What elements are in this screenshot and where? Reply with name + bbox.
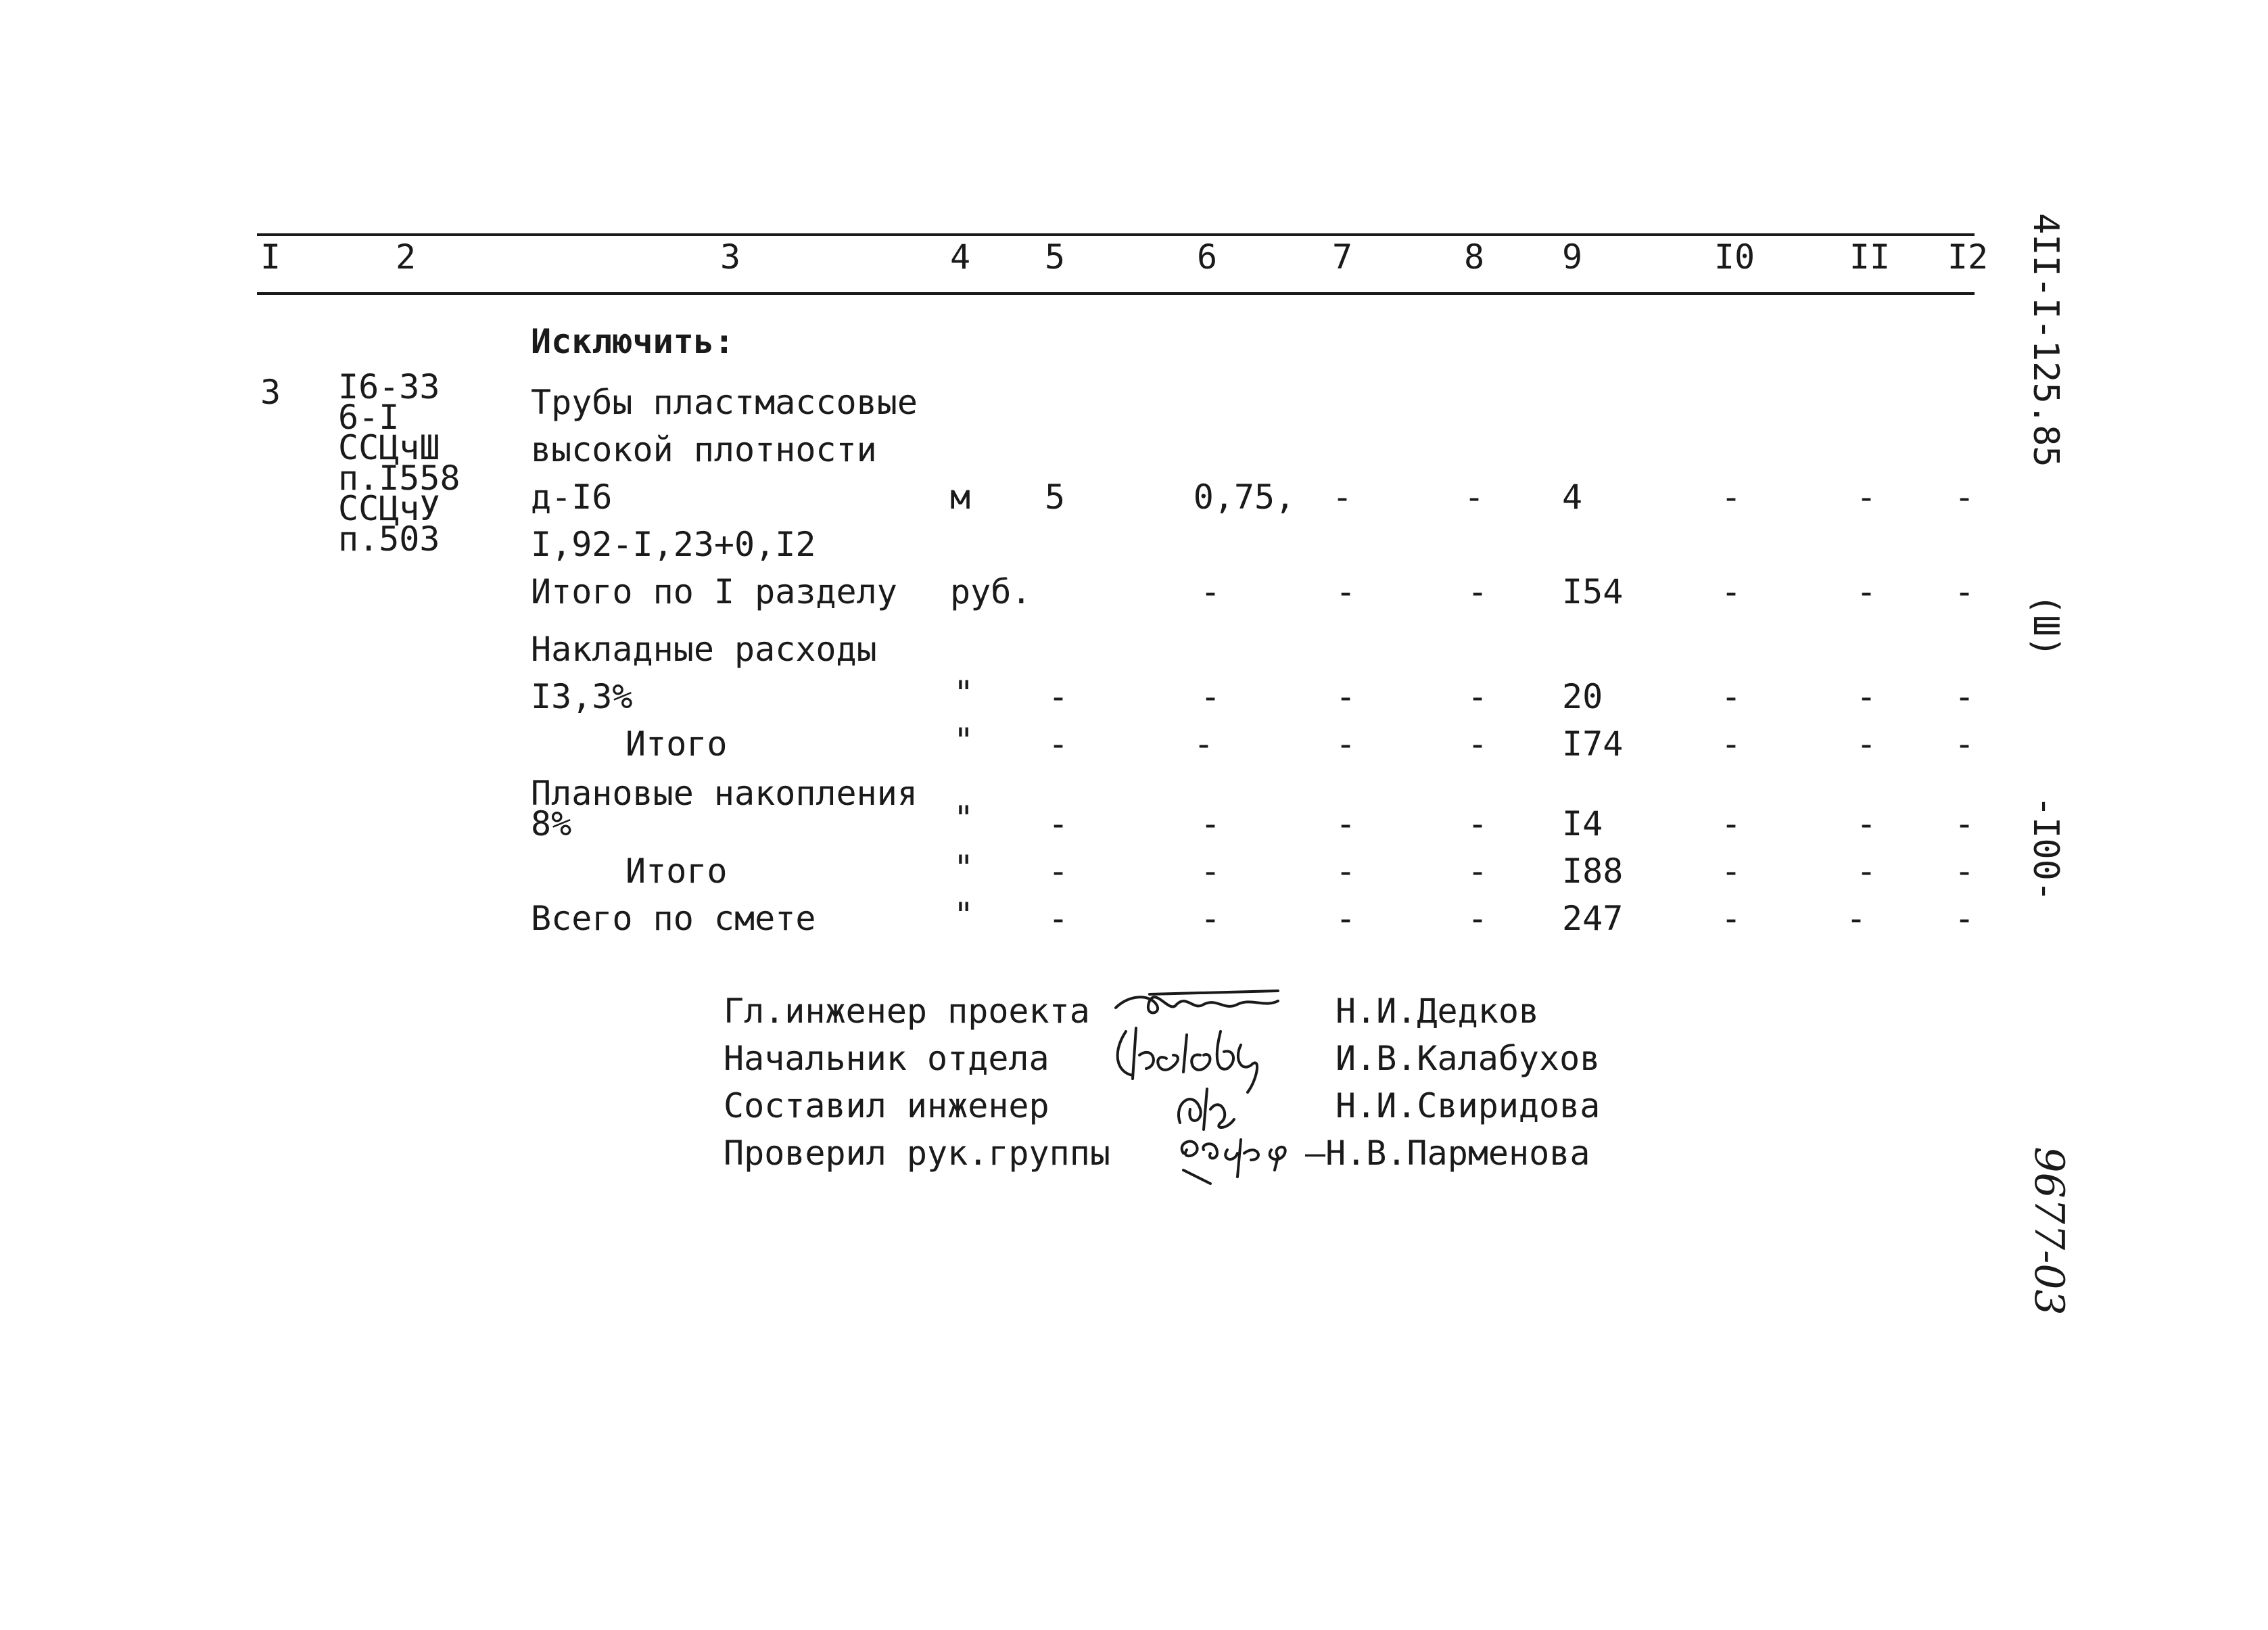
row-col9: 247	[1562, 899, 1624, 938]
row-col10: -	[1720, 804, 1742, 843]
ref-line: 6-I	[338, 398, 400, 437]
row-col11: -	[1856, 572, 1877, 611]
row-col6: -	[1200, 852, 1221, 891]
col-header-1: I	[260, 237, 281, 277]
col-header-6: 6	[1196, 237, 1218, 277]
col-header-7: 7	[1331, 237, 1353, 277]
row-label: Итого	[625, 852, 728, 891]
row-col8: -	[1467, 572, 1488, 611]
row-label-pre: Накладные расходы	[531, 630, 877, 669]
row-col12: -	[1954, 677, 1975, 716]
row-unit: "	[953, 848, 974, 887]
row-col12: -	[1954, 852, 1975, 891]
item-number: 3	[260, 373, 281, 412]
row-col11: -	[1845, 899, 1867, 938]
row-col11: -	[1856, 852, 1877, 891]
row-unit: "	[953, 674, 974, 713]
row-label: Итого по I разделу	[531, 572, 897, 611]
row-unit: "	[953, 721, 974, 760]
row-col10: -	[1720, 572, 1742, 611]
row-label: 8%	[531, 804, 572, 843]
item-col7: -	[1331, 478, 1353, 517]
row-col5: -	[1047, 724, 1069, 764]
row-label: I3,3%	[531, 677, 633, 716]
row-label: Итого	[625, 724, 728, 764]
row-col11: -	[1856, 804, 1877, 843]
item-col11: -	[1856, 478, 1877, 517]
row-unit: "	[953, 895, 974, 935]
row-col7: -	[1335, 724, 1356, 764]
row-col9: I88	[1562, 852, 1624, 891]
row-col12: -	[1954, 572, 1975, 611]
signature-name: Н.И.Свиридова	[1336, 1086, 1601, 1125]
row-col7: -	[1335, 804, 1356, 843]
row-unit: "	[953, 799, 974, 838]
sheet-mark: (Ш)	[2025, 594, 2066, 657]
signature-name: И.В.Калабухов	[1336, 1039, 1601, 1078]
item-col8: -	[1463, 478, 1485, 517]
item-unit: м	[949, 478, 971, 517]
row-col5: -	[1047, 852, 1069, 891]
signature-name: –Н.В.Парменова	[1305, 1134, 1590, 1173]
row-col12: -	[1954, 899, 1975, 938]
item-desc-1: Трубы пластмассовые	[531, 383, 918, 422]
col-header-9: 9	[1561, 237, 1583, 277]
row-col6: -	[1200, 677, 1221, 716]
row-col5: -	[1047, 677, 1069, 716]
signature-role: Гл.инженер проекта	[724, 992, 1090, 1031]
item-col12: -	[1954, 478, 1975, 517]
item-col10: -	[1720, 478, 1742, 517]
signature-name: Н.И.Дедков	[1336, 992, 1540, 1031]
ref-line: ССЦчШ	[338, 428, 440, 467]
row-col9: I74	[1562, 724, 1624, 764]
item-quantity: 5	[1044, 478, 1066, 517]
row-col8: -	[1467, 724, 1488, 764]
item-desc-4: I,92-I,23+0,I2	[531, 525, 816, 564]
item-desc-2: высокой плотности	[531, 430, 877, 469]
signature-role: Составил инженер	[724, 1086, 1049, 1125]
ref-line: п.I558	[338, 459, 460, 498]
row-col6: -	[1200, 899, 1221, 938]
col-header-3: 3	[719, 237, 741, 277]
signature-role: Начальник отдела	[724, 1039, 1049, 1078]
row-col6: -	[1193, 724, 1214, 764]
row-col12: -	[1954, 724, 1975, 764]
row-col12: -	[1954, 804, 1975, 843]
col-header-8: 8	[1463, 237, 1485, 277]
row-col6: -	[1200, 572, 1221, 611]
section-heading: Исключить:	[531, 322, 735, 361]
row-col10: -	[1720, 677, 1742, 716]
row-col8: -	[1467, 852, 1488, 891]
row-label: Всего по смете	[531, 899, 816, 938]
row-col7: -	[1335, 899, 1356, 938]
row-col10: -	[1720, 899, 1742, 938]
row-unit: руб.	[950, 572, 1032, 611]
document-code: 4II-I-125.85	[2025, 213, 2066, 467]
row-col7: -	[1335, 677, 1356, 716]
row-col9: I4	[1562, 804, 1603, 843]
col-header-2: 2	[395, 237, 417, 277]
row-col10: -	[1720, 852, 1742, 891]
row-col6: -	[1200, 804, 1221, 843]
item-reference	[338, 367, 460, 559]
row-col5: -	[1047, 899, 1069, 938]
row-col11: -	[1856, 677, 1877, 716]
row-col8: -	[1467, 677, 1488, 716]
row-col5: -	[1047, 804, 1069, 843]
ref-line: п.503	[338, 519, 440, 559]
col-header-11: II	[1849, 237, 1891, 277]
page-number: -I00-	[2025, 795, 2066, 902]
ref-line: ССЦчУ	[338, 489, 440, 528]
header-bottom-rule	[257, 292, 1975, 295]
col-header-5: 5	[1044, 237, 1066, 277]
row-col10: -	[1720, 724, 1742, 764]
row-col7: -	[1335, 852, 1356, 891]
row-col9: I54	[1562, 572, 1624, 611]
row-col8: -	[1467, 804, 1488, 843]
row-col8: -	[1467, 899, 1488, 938]
row-col11: -	[1856, 724, 1877, 764]
col-header-10: I0	[1714, 237, 1755, 277]
ref-line: I6-33	[338, 367, 440, 406]
row-label-pre: Плановые накопления	[531, 774, 918, 813]
signature-role: Проверил рук.группы	[724, 1134, 1110, 1173]
header-top-rule	[257, 233, 1975, 236]
item-desc-3: д-I6	[531, 478, 613, 517]
col-header-12: I2	[1947, 237, 1989, 277]
archive-number: 9677-03	[2025, 1146, 2073, 1315]
row-col7: -	[1335, 572, 1356, 611]
col-header-4: 4	[949, 237, 971, 277]
row-col9: 20	[1562, 677, 1603, 716]
table-header	[0, 237, 2268, 277]
item-col6: 0,75,	[1193, 478, 1296, 517]
item-col9: 4	[1562, 478, 1583, 517]
